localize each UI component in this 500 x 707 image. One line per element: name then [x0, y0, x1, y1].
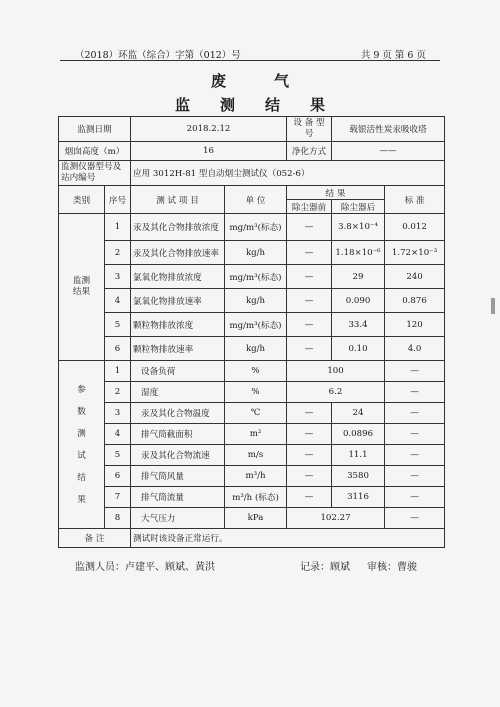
cell-seq: 4: [105, 289, 131, 313]
cell-after: 33.4: [332, 313, 385, 337]
cell-after: 3580: [332, 466, 385, 487]
header-item: 测 试 项 目: [131, 186, 225, 214]
cell-after: 29: [332, 265, 385, 289]
cell-seq: 3: [105, 403, 131, 424]
cell-unit: %: [225, 361, 287, 382]
cell-standard: —: [385, 424, 445, 445]
table-row: [59, 289, 445, 313]
cell-after: 0.090: [332, 289, 385, 313]
cell-after: 1.18×10⁻⁶: [332, 241, 385, 265]
cell-standard: —: [385, 487, 445, 508]
date-value: 2018.2.12: [131, 117, 287, 142]
info-row-height: [59, 142, 445, 161]
cell-seq: 6: [105, 337, 131, 361]
header-after: 除尘器后: [332, 200, 385, 214]
title-monitoring-results: 监测结果: [174, 96, 355, 114]
cell-item: 排气筒截面积: [131, 424, 225, 445]
cell-unit: m/s: [225, 445, 287, 466]
cell-seq: 1: [105, 214, 131, 241]
cell-before: —: [287, 241, 332, 265]
cell-standard: —: [385, 508, 445, 529]
cell-before: —: [287, 487, 332, 508]
cell-standard: —: [385, 361, 445, 382]
table-row: [59, 265, 445, 289]
info-row-instrument: [59, 161, 445, 186]
remark-row: [59, 529, 445, 548]
cell-before: —: [287, 313, 332, 337]
cell-standard: —: [385, 382, 445, 403]
cell-item: 大气压力: [131, 508, 225, 529]
cell-seq: 6: [105, 466, 131, 487]
table-row: [59, 214, 445, 241]
cell-standard: 120: [385, 313, 445, 337]
cell-merged-result: 102.27: [287, 508, 385, 529]
header-before: 除尘器前: [287, 200, 332, 214]
cell-unit: mg/m³(标态): [225, 265, 287, 289]
purification-label: 净化方式: [287, 142, 332, 161]
cell-merged-result: 6.2: [287, 382, 385, 403]
results-table: [58, 116, 445, 548]
results-table-body: [59, 117, 445, 548]
remark-label: 备 注: [59, 529, 131, 548]
cell-unit: mg/m³(标态): [225, 214, 287, 241]
table-row: [59, 403, 445, 424]
cell-before: —: [287, 424, 332, 445]
table-row: [59, 466, 445, 487]
cell-item: 汞及其化合物温度: [131, 403, 225, 424]
cell-before: —: [287, 214, 332, 241]
instrument-label: 监测仪器型号及站内编号: [59, 161, 131, 186]
cell-before: —: [287, 337, 332, 361]
cell-item: 设备负荷: [131, 361, 225, 382]
table-row: [59, 382, 445, 403]
cell-item: 湿度: [131, 382, 225, 403]
table-row: [59, 361, 445, 382]
cell-seq: 2: [105, 241, 131, 265]
cell-seq: 8: [105, 508, 131, 529]
cell-standard: —: [385, 403, 445, 424]
cell-before: —: [287, 466, 332, 487]
reviewer: 审核：曹骏: [367, 562, 417, 573]
cell-standard: 1.72×10⁻³: [385, 241, 445, 265]
cell-after: 0.10: [332, 337, 385, 361]
cell-seq: 3: [105, 265, 131, 289]
monitoring-staff: 监测人员：卢建平、顾斌、黄洪: [75, 562, 215, 573]
cell-standard: 0.876: [385, 289, 445, 313]
cell-item: 氯氧化物排放浓度: [131, 265, 225, 289]
cell-standard: 4.0: [385, 337, 445, 361]
cell-item: 氯氧化物排放速率: [131, 289, 225, 313]
cell-standard: —: [385, 466, 445, 487]
cell-item: 排气筒流量: [131, 487, 225, 508]
page-indicator: 共 9 页 第 6 页: [360, 50, 426, 61]
cell-unit: %: [225, 382, 287, 403]
cell-after: 11.1: [332, 445, 385, 466]
date-label: 监测日期: [59, 117, 131, 142]
cell-seq: 4: [105, 424, 131, 445]
cell-standard: 0.012: [385, 214, 445, 241]
stack-height-value: 16: [131, 142, 287, 161]
report-reference: （2018）环监（综合）字第（012）号: [75, 50, 241, 61]
column-header-row: [59, 186, 445, 200]
equipment-value: 载银活性炭汞吸收塔: [332, 117, 445, 142]
cell-seq: 2: [105, 382, 131, 403]
cell-unit: m²: [225, 424, 287, 445]
cell-unit: kg/h: [225, 241, 287, 265]
header-unit: 单 位: [225, 186, 287, 214]
cell-unit: m³/h: [225, 466, 287, 487]
title-exhaust-gas: 废气: [210, 72, 337, 90]
cell-standard: 240: [385, 265, 445, 289]
table-row: [59, 337, 445, 361]
cell-unit: mg/m³(标态): [225, 313, 287, 337]
scan-margin-mark: [491, 298, 495, 314]
group-label-results: 监测 结果: [59, 214, 105, 361]
cell-after: 3.8×10⁻⁴: [332, 214, 385, 241]
cell-before: —: [287, 265, 332, 289]
table-row: [59, 241, 445, 265]
cell-seq: 5: [105, 445, 131, 466]
instrument-value: 应用 3012H-81 型自动烟尘测试仪（052-6）: [131, 161, 445, 186]
cell-unit: kg/h: [225, 337, 287, 361]
cell-merged-result: 100: [287, 361, 385, 382]
table-row: [59, 487, 445, 508]
stack-height-label: 烟囱高度（m）: [59, 142, 131, 161]
table-row: [59, 313, 445, 337]
cell-item: 汞及其化合物排放浓度: [131, 214, 225, 241]
cell-item: 汞及其化合物流速: [131, 445, 225, 466]
header-seq: 序号: [105, 186, 131, 214]
table-row: [59, 424, 445, 445]
cell-unit: kg/h: [225, 289, 287, 313]
cell-before: —: [287, 403, 332, 424]
cell-standard: —: [385, 445, 445, 466]
cell-unit: m³/h (标态): [225, 487, 287, 508]
table-row: [59, 445, 445, 466]
info-row-date: [59, 117, 445, 142]
header-standard: 标 准: [385, 186, 445, 214]
cell-before: —: [287, 289, 332, 313]
cell-item: 汞及其化合物排放速率: [131, 241, 225, 265]
cell-unit: kPa: [225, 508, 287, 529]
header-divider: [60, 60, 440, 61]
equipment-label: 设 备 型 号: [287, 117, 332, 142]
cell-seq: 7: [105, 487, 131, 508]
cell-unit: ℃: [225, 403, 287, 424]
cell-seq: 5: [105, 313, 131, 337]
cell-after: 24: [332, 403, 385, 424]
group-label-params: 参 数 测 试 结 果: [59, 361, 105, 529]
header-result: 结 果: [287, 186, 385, 200]
purification-value: ——: [332, 142, 445, 161]
cell-item: 排气筒风量: [131, 466, 225, 487]
table-row: [59, 508, 445, 529]
cell-item: 颗粒物排放速率: [131, 337, 225, 361]
cell-after: 3116: [332, 487, 385, 508]
cell-seq: 1: [105, 361, 131, 382]
cell-after: 0.0896: [332, 424, 385, 445]
recorder: 记录：顾斌: [300, 562, 350, 573]
cell-item: 颗粒物排放浓度: [131, 313, 225, 337]
remark-value: 测试时该设备正常运行。: [131, 529, 445, 548]
header-category: 类别: [59, 186, 105, 214]
cell-before: —: [287, 445, 332, 466]
